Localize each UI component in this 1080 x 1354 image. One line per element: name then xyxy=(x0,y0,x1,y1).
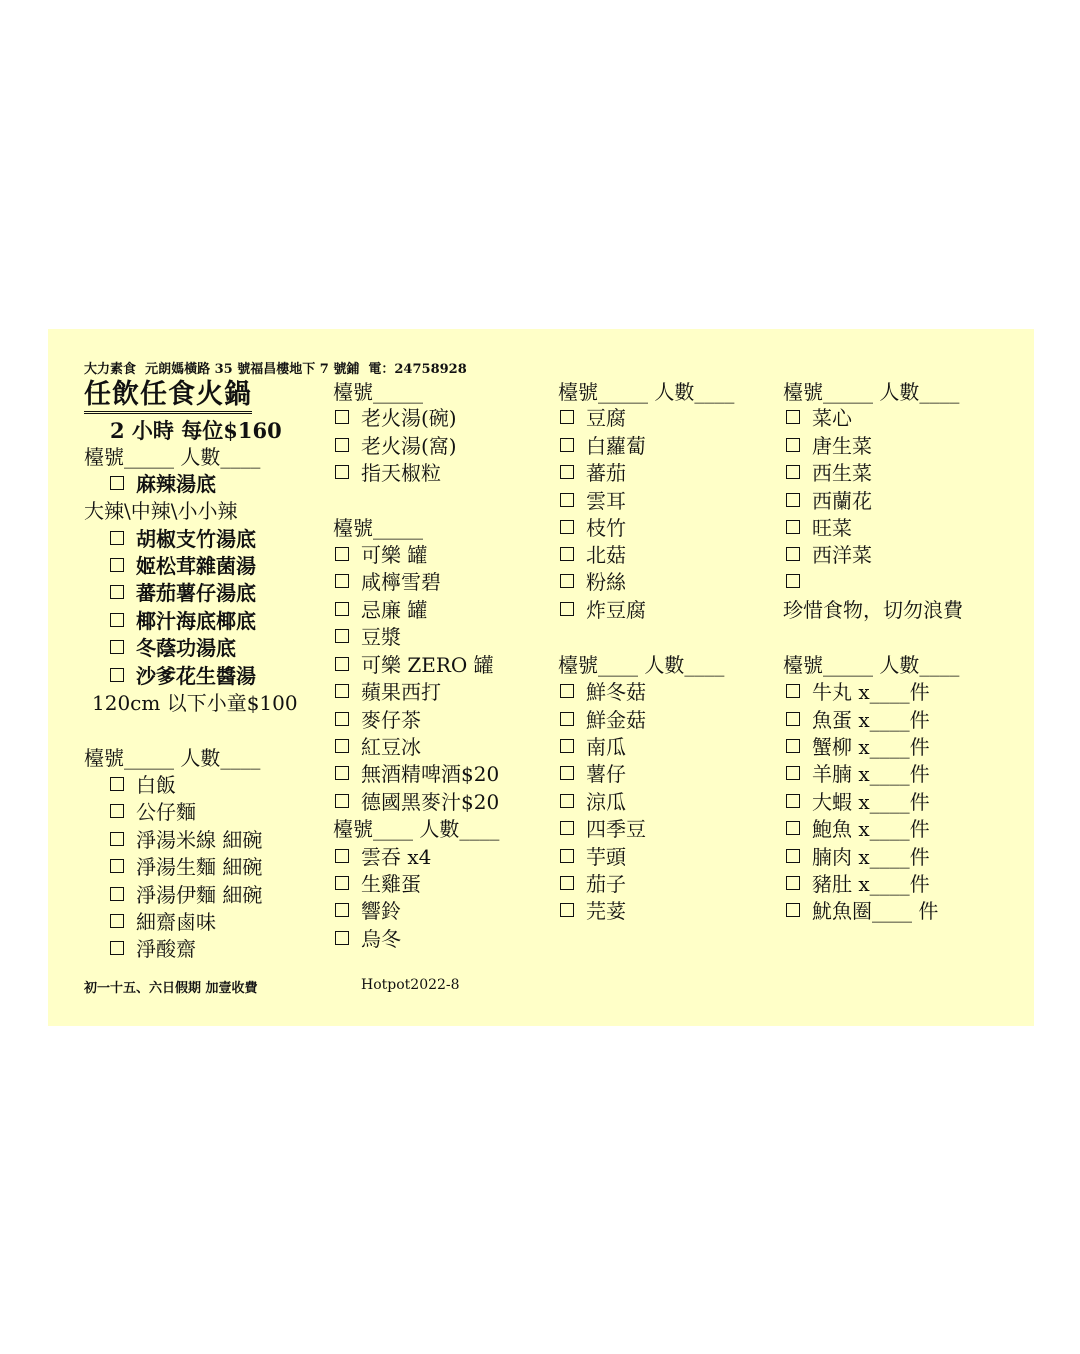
checkbox-icon[interactable] xyxy=(560,712,574,726)
checkbox-item[interactable]: 薯仔 xyxy=(560,762,626,786)
checkbox-item[interactable]: 麥仔茶 xyxy=(335,708,421,732)
checkbox-icon[interactable] xyxy=(786,574,800,588)
child-price: 120cm 以下小童$100 xyxy=(92,691,298,715)
checkbox-item[interactable]: 茄子 xyxy=(560,872,626,896)
checkbox-item[interactable]: 菜心 xyxy=(786,406,852,430)
checkbox-icon[interactable] xyxy=(335,849,349,863)
checkbox-icon[interactable] xyxy=(110,668,124,682)
checkbox-item[interactable]: 西蘭花 xyxy=(786,489,872,513)
checkbox-item[interactable]: 老火湯(碗) xyxy=(335,406,457,430)
table-count-label: 檯號_____ xyxy=(333,516,423,540)
checkbox-icon[interactable] xyxy=(560,766,574,780)
checkbox-icon[interactable] xyxy=(110,941,124,955)
checkbox-item[interactable]: 鮑魚 x____件 xyxy=(786,817,930,841)
shop-address: 元朗媽橫路 35 號福昌樓地下 7 號鋪 xyxy=(145,362,360,377)
checkbox-item[interactable]: 魚蛋 x____件 xyxy=(786,708,930,732)
checkbox-icon[interactable] xyxy=(335,547,349,561)
checkbox-icon[interactable] xyxy=(786,438,800,452)
table-count-label: 檯號_____ 人數____ xyxy=(783,380,960,404)
checkbox-icon[interactable] xyxy=(560,602,574,616)
checkbox-item[interactable]: 北菇 xyxy=(560,543,626,567)
checkbox-item[interactable]: 羊腩 x____件 xyxy=(786,762,930,786)
shop-header xyxy=(84,358,467,377)
checkbox-icon[interactable] xyxy=(560,739,574,753)
checkbox-icon[interactable] xyxy=(335,602,349,616)
checkbox-icon[interactable] xyxy=(110,640,124,654)
checkbox-item[interactable]: 蘋果西打 xyxy=(335,680,441,704)
checkbox-icon[interactable] xyxy=(335,410,349,424)
checkbox-icon[interactable] xyxy=(786,849,800,863)
checkbox-icon[interactable] xyxy=(786,821,800,835)
checkbox-icon[interactable] xyxy=(110,914,124,928)
menu-title: 任飲任食火鍋 xyxy=(84,380,252,414)
checkbox-icon[interactable] xyxy=(335,794,349,808)
checkbox-item[interactable]: 蕃茄薯仔湯底 xyxy=(110,581,256,605)
checkbox-icon[interactable] xyxy=(786,903,800,917)
checkbox-item[interactable]: 公仔麵 xyxy=(110,800,196,824)
checkbox-item[interactable]: 唐生菜 xyxy=(786,434,872,458)
checkbox-icon[interactable] xyxy=(110,558,124,572)
checkbox-icon[interactable] xyxy=(110,585,124,599)
checkbox-item[interactable]: 無酒精啤酒$20 xyxy=(335,762,499,786)
checkbox-icon[interactable] xyxy=(560,903,574,917)
checkbox-icon[interactable] xyxy=(335,438,349,452)
checkbox-icon[interactable] xyxy=(786,547,800,561)
checkbox-icon[interactable] xyxy=(335,712,349,726)
order-sheet xyxy=(48,329,1034,1026)
checkbox-item[interactable]: 炸豆腐 xyxy=(560,598,646,622)
checkbox-icon[interactable] xyxy=(786,410,800,424)
checkbox-item[interactable]: 胡椒支竹湯底 xyxy=(110,527,256,551)
checkbox-icon[interactable] xyxy=(560,849,574,863)
checkbox-item[interactable]: 芫荽 xyxy=(560,899,626,923)
table-count-label: 檯號____ 人數____ xyxy=(558,653,725,677)
checkbox-icon[interactable] xyxy=(335,931,349,945)
checkbox-icon[interactable] xyxy=(560,493,574,507)
checkbox-item[interactable]: 姬松茸雜菌湯 xyxy=(110,554,256,578)
holiday-surcharge-note: 初一十五、六日假期 加壹收費 xyxy=(84,981,258,996)
checkbox-item[interactable]: 淨酸齋 xyxy=(110,937,196,961)
checkbox-icon[interactable] xyxy=(335,629,349,643)
menu-price: 2 小時 每位$160 xyxy=(110,418,282,443)
checkbox-item[interactable]: 椰汁海底椰底 xyxy=(110,609,256,633)
checkbox-item[interactable]: 涼瓜 xyxy=(560,790,626,814)
checkbox-icon[interactable] xyxy=(110,887,124,901)
checkbox-icon[interactable] xyxy=(110,859,124,873)
checkbox-icon[interactable] xyxy=(110,476,124,490)
checkbox-item[interactable]: 烏冬 xyxy=(335,927,401,951)
checkbox-icon[interactable] xyxy=(335,876,349,890)
checkbox-icon[interactable] xyxy=(786,794,800,808)
checkbox-item[interactable]: 牛丸 x____件 xyxy=(786,680,930,704)
checkbox-icon[interactable] xyxy=(560,821,574,835)
checkbox-icon[interactable] xyxy=(110,613,124,627)
checkbox-icon[interactable] xyxy=(560,684,574,698)
checkbox-icon[interactable] xyxy=(110,777,124,791)
checkbox-item[interactable]: 淨湯生麵 細碗 xyxy=(110,855,262,879)
checkbox-item[interactable]: 鮮金菇 xyxy=(560,708,646,732)
checkbox-item[interactable]: 旺菜 xyxy=(786,516,852,540)
checkbox-icon[interactable] xyxy=(335,574,349,588)
checkbox-item[interactable]: 豬肚 x____件 xyxy=(786,872,930,896)
checkbox-item[interactable]: 可樂 罐 xyxy=(335,543,427,567)
table-count-label: 檯號_____ 人數____ xyxy=(783,653,960,677)
checkbox-item[interactable]: 鮮冬菇 xyxy=(560,680,646,704)
checkbox-item[interactable]: 白蘿蔔 xyxy=(560,434,646,458)
checkbox-item[interactable]: 西生菜 xyxy=(786,461,872,485)
checkbox-icon[interactable] xyxy=(786,766,800,780)
checkbox-icon[interactable] xyxy=(335,465,349,479)
checkbox-item[interactable]: 生雞蛋 xyxy=(335,872,421,896)
checkbox-item[interactable]: 西洋菜 xyxy=(786,543,872,567)
table-count-label: 檯號_____ 人數____ xyxy=(84,746,261,770)
checkbox-item[interactable]: 蟹柳 x____件 xyxy=(786,735,930,759)
checkbox-icon[interactable] xyxy=(110,804,124,818)
checkbox-item[interactable]: 咸檸雪碧 xyxy=(335,570,441,594)
checkbox-item[interactable]: 蕃茄 xyxy=(560,461,626,485)
checkbox-item[interactable]: 魷魚圈____ 件 xyxy=(786,899,938,923)
checkbox-item[interactable]: 忌廉 罐 xyxy=(335,598,427,622)
checkbox-item[interactable]: 麻辣湯底 xyxy=(110,472,216,496)
checkbox-item[interactable]: 南瓜 xyxy=(560,735,626,759)
table-count-label: 檯號_____ xyxy=(333,380,423,404)
checkbox-item[interactable]: 豆漿 xyxy=(335,625,401,649)
table-count-label: 檯號_____ 人數____ xyxy=(558,380,735,404)
checkbox-item[interactable]: 細齋鹵味 xyxy=(110,910,216,934)
checkbox-icon[interactable] xyxy=(786,712,800,726)
checkbox-icon[interactable] xyxy=(560,410,574,424)
checkbox-icon[interactable] xyxy=(560,438,574,452)
checkbox-item[interactable]: 大蝦 x____件 xyxy=(786,790,930,814)
checkbox-item[interactable]: 腩肉 x____件 xyxy=(786,845,930,869)
table-count-label: 檯號_____ 人數____ xyxy=(84,445,261,469)
checkbox-item[interactable]: 淨湯米線 細碗 xyxy=(110,828,262,852)
checkbox-item[interactable]: 響鈴 xyxy=(335,899,401,923)
shop-phone: 電：24758928 xyxy=(368,362,467,377)
checkbox-icon[interactable] xyxy=(786,493,800,507)
checkbox-icon[interactable] xyxy=(560,574,574,588)
spice-levels: 大辣\中辣\小小辣 xyxy=(84,499,238,523)
checkbox-item[interactable]: 雲吞 x4 xyxy=(335,845,431,869)
form-code: Hotpot2022-8 xyxy=(361,977,460,993)
checkbox-item[interactable]: 四季豆 xyxy=(560,817,646,841)
checkbox-icon[interactable] xyxy=(335,903,349,917)
checkbox-item[interactable]: 粉絲 xyxy=(560,570,626,594)
checkbox-item[interactable]: 德國黑麥汁$20 xyxy=(335,790,499,814)
checkbox-icon[interactable] xyxy=(560,465,574,479)
checkbox-icon[interactable] xyxy=(335,739,349,753)
shop-name: 大力素食 xyxy=(84,362,137,377)
checkbox-item[interactable]: 沙爹花生醬湯 xyxy=(110,664,256,688)
checkbox-item[interactable]: 指天椒粒 xyxy=(335,461,441,485)
checkbox-item[interactable]: 紅豆冰 xyxy=(335,735,421,759)
checkbox-icon[interactable] xyxy=(560,547,574,561)
checkbox-icon[interactable] xyxy=(786,739,800,753)
checkbox-icon[interactable] xyxy=(560,794,574,808)
table-count-label: 檯號____ 人數____ xyxy=(333,817,500,841)
checkbox-icon[interactable] xyxy=(786,876,800,890)
checkbox-icon[interactable] xyxy=(560,520,574,534)
checkbox-item[interactable]: 淨湯伊麵 細碗 xyxy=(110,883,262,907)
checkbox-icon[interactable] xyxy=(335,657,349,671)
checkbox-icon[interactable] xyxy=(335,766,349,780)
checkbox-item-blank[interactable] xyxy=(786,570,812,594)
checkbox-item[interactable]: 芋頭 xyxy=(560,845,626,869)
checkbox-icon[interactable] xyxy=(786,465,800,479)
checkbox-item[interactable]: 雲耳 xyxy=(560,489,626,513)
checkbox-item[interactable]: 枝竹 xyxy=(560,516,626,540)
checkbox-item[interactable]: 可樂 ZERO 罐 xyxy=(335,653,494,677)
checkbox-item[interactable]: 豆腐 xyxy=(560,406,626,430)
checkbox-icon[interactable] xyxy=(786,520,800,534)
notice-text: 珍惜食物，切勿浪費 xyxy=(783,598,963,622)
checkbox-icon[interactable] xyxy=(786,684,800,698)
checkbox-icon[interactable] xyxy=(110,832,124,846)
checkbox-item[interactable]: 冬蔭功湯底 xyxy=(110,636,236,660)
checkbox-icon[interactable] xyxy=(560,876,574,890)
checkbox-item[interactable]: 白飯 xyxy=(110,773,176,797)
checkbox-item[interactable]: 老火湯(窩) xyxy=(335,434,457,458)
checkbox-icon[interactable] xyxy=(110,531,124,545)
checkbox-icon[interactable] xyxy=(335,684,349,698)
